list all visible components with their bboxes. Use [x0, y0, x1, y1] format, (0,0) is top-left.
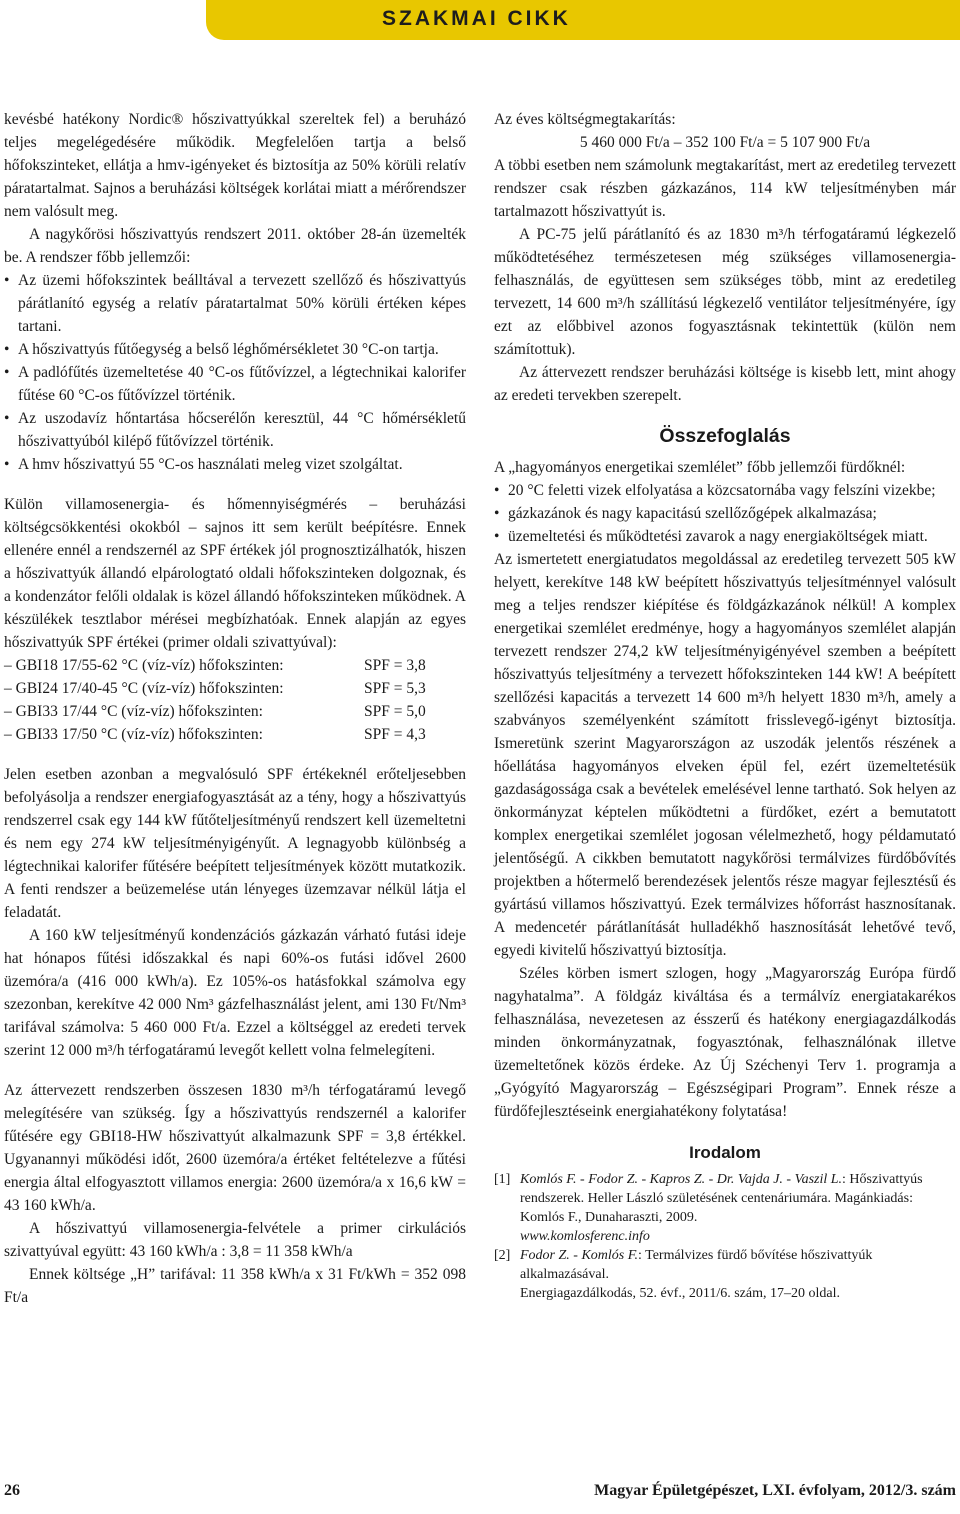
paragraph: A 160 kW teljesítményű kondenzációs gázkazán várható futási ideje hat hónapos fűtési időszakkal és napi 60%-os futási idővel 2600 üzemóra/a (416 000 kWh/a). Ez 105%-os hatásfokkal számolva egy szezonban, kerekítve 42 000 Nm³ gázfelhasználást jelent, ami 130 Ft/Nm³ tarifával számolva: 5 460 000 Ft/a. Ezzel a költséggel az eredeti tervek szerint 12 000 m³/h térfogatáramú levegőt kellett volna felmelegíteni.	[4, 927, 466, 1059]
list-item: • A padlófűtés üzemeltetése 40 °C-os fűtővízzel, a légtechnikai kalorifer fűtése 60 °C-os fűtővízzel történik.	[4, 361, 466, 407]
paragraph: kevésbé hatékony Nordic® hőszivattyúkkal szereltek fel) a beruházó teljes megelégedésére működik. Megfelelően tartja a belső hőfokszinteket, ellátja a hmv-igényeket és biztosítja az 50% körüli relatív páratartalmat. Sajnos a beruházási költségek korlátai miatt a mérőrendszer nem valósult meg.	[4, 111, 466, 220]
left-column	[4, 108, 466, 1309]
spf-row: – GBI18 17/55-62 °C (víz-víz) hőfokszinten: SPF = 3,8	[4, 657, 426, 674]
spf-row: – GBI24 17/40-45 °C (víz-víz) hőfokszinten: SPF = 5,3	[4, 680, 426, 697]
section-header-bar	[206, 0, 960, 40]
paragraph: A nagykőrösi hőszivattyús rendszert 2011. október 28-án üzemelték be. A rendszer főbb jellemzői:	[4, 226, 466, 266]
spf-list	[4, 654, 466, 746]
paragraph: Széles körben ismert szlogen, hogy „Magyarország Európa fürdő nagyhatalma”. A földgáz kiváltása és a termálvíz energiatakarékos felhasználása, nevezetesen az ésszerű és hatékony energiagazdálkodás minden önkormányzatnak, fogyasztónak, felhasználónak illetve üzemeltetőnek közös érdeke. Az Új Széchenyi Terv 1. programja a „Gyógyító Magyarország – Egészségipari Program”. Ennek része a fürdőfejlesztéseink energiahatékony folytatása!	[494, 965, 956, 1120]
section-header-label: SZAKMAI CIKK	[382, 7, 571, 30]
references-list	[494, 1170, 956, 1303]
list-item: • gázkazánok és nagy kapacitású szellőzőgépek alkalmazása;	[494, 502, 956, 525]
summary-list	[494, 479, 956, 548]
paragraph: Az ismertetett energiatudatos megoldással az eredetileg tervezett 505 kW helyett, kerekítve 148 kW beépített hőszivattyús teljesítménnyel valósult meg a teljes rendszer kiépítése és földgázkazánok nélkül! A komplex energetikai szemlélet eredménye, hogy a hagyományos szemlélet alapján tervezett rendszer 274,2 kW teljesítményigényével szemben a beépített hőszivattyús teljesítmény a tervezett hőfokszinteken 144 kW! A beépített szellőzési kapacitás a tervezett 14 600 m³/h helyett 1830 m³/h, amely a szabványos személyenként számított frisslevegő-igényt biztosítja. Ismeretünk szerint Magyarországon az uszodák jelentős részének a hőellátása hagyományos elveken épül fel, ezért üzemeltetésük gazdaságossága csak a bevételek emelésével lenne tartható. Sok helyen az önkormányzat képtelen működtetni a fürdőket, ezért a bemutatott komplex energetikai szemlélet jogosan vélelmezhető, hogy példamutató jelentőségű. A cikkben bemutatott nagykőrösi termálvizes fürdőbővítés projektben a hőtermelő berendezések jelentős része magyar fejlesztésű és gyártású villamos hőszivattyú. Ezek termálvizes hőforrást hasznosítanak. A medencetér párátlanítását hulladékhő hasznosítását lehetővé tevő, egyedi kivitelű hőszivattyú biztosítja.	[494, 551, 956, 959]
list-item: • Az uszodavíz hőntartása hőcserélőn keresztül, 44 °C hőmérsékletű hőszivattyúból kilépő fűtővízzel történik.	[4, 407, 466, 453]
right-column	[494, 108, 956, 1303]
summary-heading: Összefoglalás	[659, 425, 791, 447]
reference-item: [1] Komlós F. - Fodor Z. - Kapros Z. - Dr. Vajda J. - Vaszil L.: Hőszivattyús rendszerek. Heller László születésének centenáriumára. Magánkiadás: Komlós F., Dunaharaszti, 2009. www.komlosferenc.info	[494, 1172, 923, 1244]
paragraph: Az éves költségmegtakarítás:	[494, 111, 676, 128]
references-heading: Irodalom	[689, 1143, 761, 1162]
list-item: • Az üzemi hőfokszintek beálltával a tervezett szellőző és hőszivattyús párátlanító egység a relatív páratartalmat 50% körüli értéken képes tartani.	[4, 269, 466, 338]
paragraph: A hőszivattyú villamosenergia-felvétele a primer cirkulációs szivattyúval együtt: 43 160 kWh/a : 3,8 = 11 358 kWh/a	[4, 1220, 466, 1260]
reference-item: [2] Fodor Z. - Komlós F.: Termálvizes fürdő bővítése hőszivattyúk alkalmazásával. Energiagazdálkodás, 52. évf., 2011/6. szám, 17–20 oldal.	[494, 1248, 873, 1301]
reference-link[interactable]: www.komlosferenc.info	[520, 1229, 650, 1244]
paragraph: Külön villamosenergia- és hőmennyiségmérés – beruházási költségcsökkentési okokból – sajnos itt sem került beépítésre. Ennek ellenére ennél a rendszernél az SPF értékek jól prognosztizálhatók, hiszen a hőszivattyúk állandó elpárologtató oldali hőfokszinteken dolgoznak, és a kondenzátor felőli oldalak is közel állandó hőfokszinteken működnek. A készülékek tesztlabor mérései megbízhatóak. Ennek alapján az egyes hőszivattyúk SPF értékei (primer oldali szivattyúval):	[4, 496, 466, 651]
page-footer	[0, 1478, 960, 1508]
list-item: • üzemeltetési és működtetési zavarok a nagy energiaköltségek miatt.	[494, 525, 956, 548]
magazine-info: Magyar Épületgépészet, LXI. évfolyam, 2012/3. szám	[594, 1482, 956, 1499]
paragraph: Ennek költsége „H” tarifával: 11 358 kWh/a x 31 Ft/kWh = 352 098 Ft/a	[4, 1266, 466, 1306]
spf-row: – GBI33 17/44 °C (víz-víz) hőfokszinten: SPF = 5,0	[4, 703, 426, 720]
paragraph: Az áttervezett rendszerben összesen 1830 m³/h térfogatáramú levegő melegítésére van szükség. Így a hőszivattyús rendszernél a kalorifer fűtésére egy GBI18-HW hőszivattyút alkalmazunk SPF = 3,8 értékkel. Ugyanannyi működési időt, 2600 üzemóra/a értéket feltételezve a fűtési energia által elfogyasztott villamos energia: 2600 üzemóra/a x 16,6 kW = 43 160 kWh/a.	[4, 1082, 466, 1214]
spf-row: – GBI33 17/50 °C (víz-víz) hőfokszinten: SPF = 4,3	[4, 726, 426, 743]
list-item: • A hmv hőszivattyú 55 °C-os használati meleg vizet szolgáltat.	[4, 453, 466, 476]
paragraph: A „hagyományos energetikai szemlélet” főbb jellemzői fürdőknél:	[494, 459, 906, 476]
paragraph: A többi esetben nem számolunk megtakarítást, mert az eredetileg tervezett rendszer csak részben gázkazános, 114 kW teljesítményben már tartalmazott hőszivattyút is.	[494, 157, 956, 220]
list-item: • A hőszivattyús fűtőegység a belső léghőmérsékletet 30 °C-on tartja.	[4, 338, 466, 361]
list-item: • 20 °C feletti vizek elfolyatása a közcsatornába vagy felszíni vizekbe;	[494, 479, 956, 502]
page-number: 26	[4, 1482, 20, 1499]
feature-list	[4, 269, 466, 476]
paragraph: Jelen esetben azonban a megvalósuló SPF értékeknél erőteljesebben befolyásolja a rendszer energiafogyasztását az a tény, hogy a hőszivattyús rendszerrel csak egy 144 kW fűtőteljesítményű rendszert kell üzemeltetni és nem egy 274 kW teljesítményigényűt. A legnagyobb különbség a légtechnikai kalorifer fűtésére beépített teljesítmények között mutatkozik. A fenti rendszer a beüzemelése után lényeges üzemzavar nélkül látja el feladatát.	[4, 766, 466, 921]
paragraph: A PC-75 jelű párátlanító és az 1830 m³/h térfogatáramú légkezelő működtetéséhez természetesen még szükséges villamosenergia-felhasználás, de együttesen sem szükséges több, mint az eredetileg tervezett, 14 600 m³/h szállítású légkezelő ventilátor teljesítményére, így ezt az előbbivel azonos fogyasztásnak tekintettük (külön nem számítottuk).	[494, 226, 956, 358]
equation: 5 460 000 Ft/a – 352 100 Ft/a = 5 107 900 Ft/a	[579, 134, 871, 151]
paragraph: Az áttervezett rendszer beruházási költsége is kisebb lett, mint ahogy az eredeti tervekben szerepelt.	[494, 364, 956, 404]
